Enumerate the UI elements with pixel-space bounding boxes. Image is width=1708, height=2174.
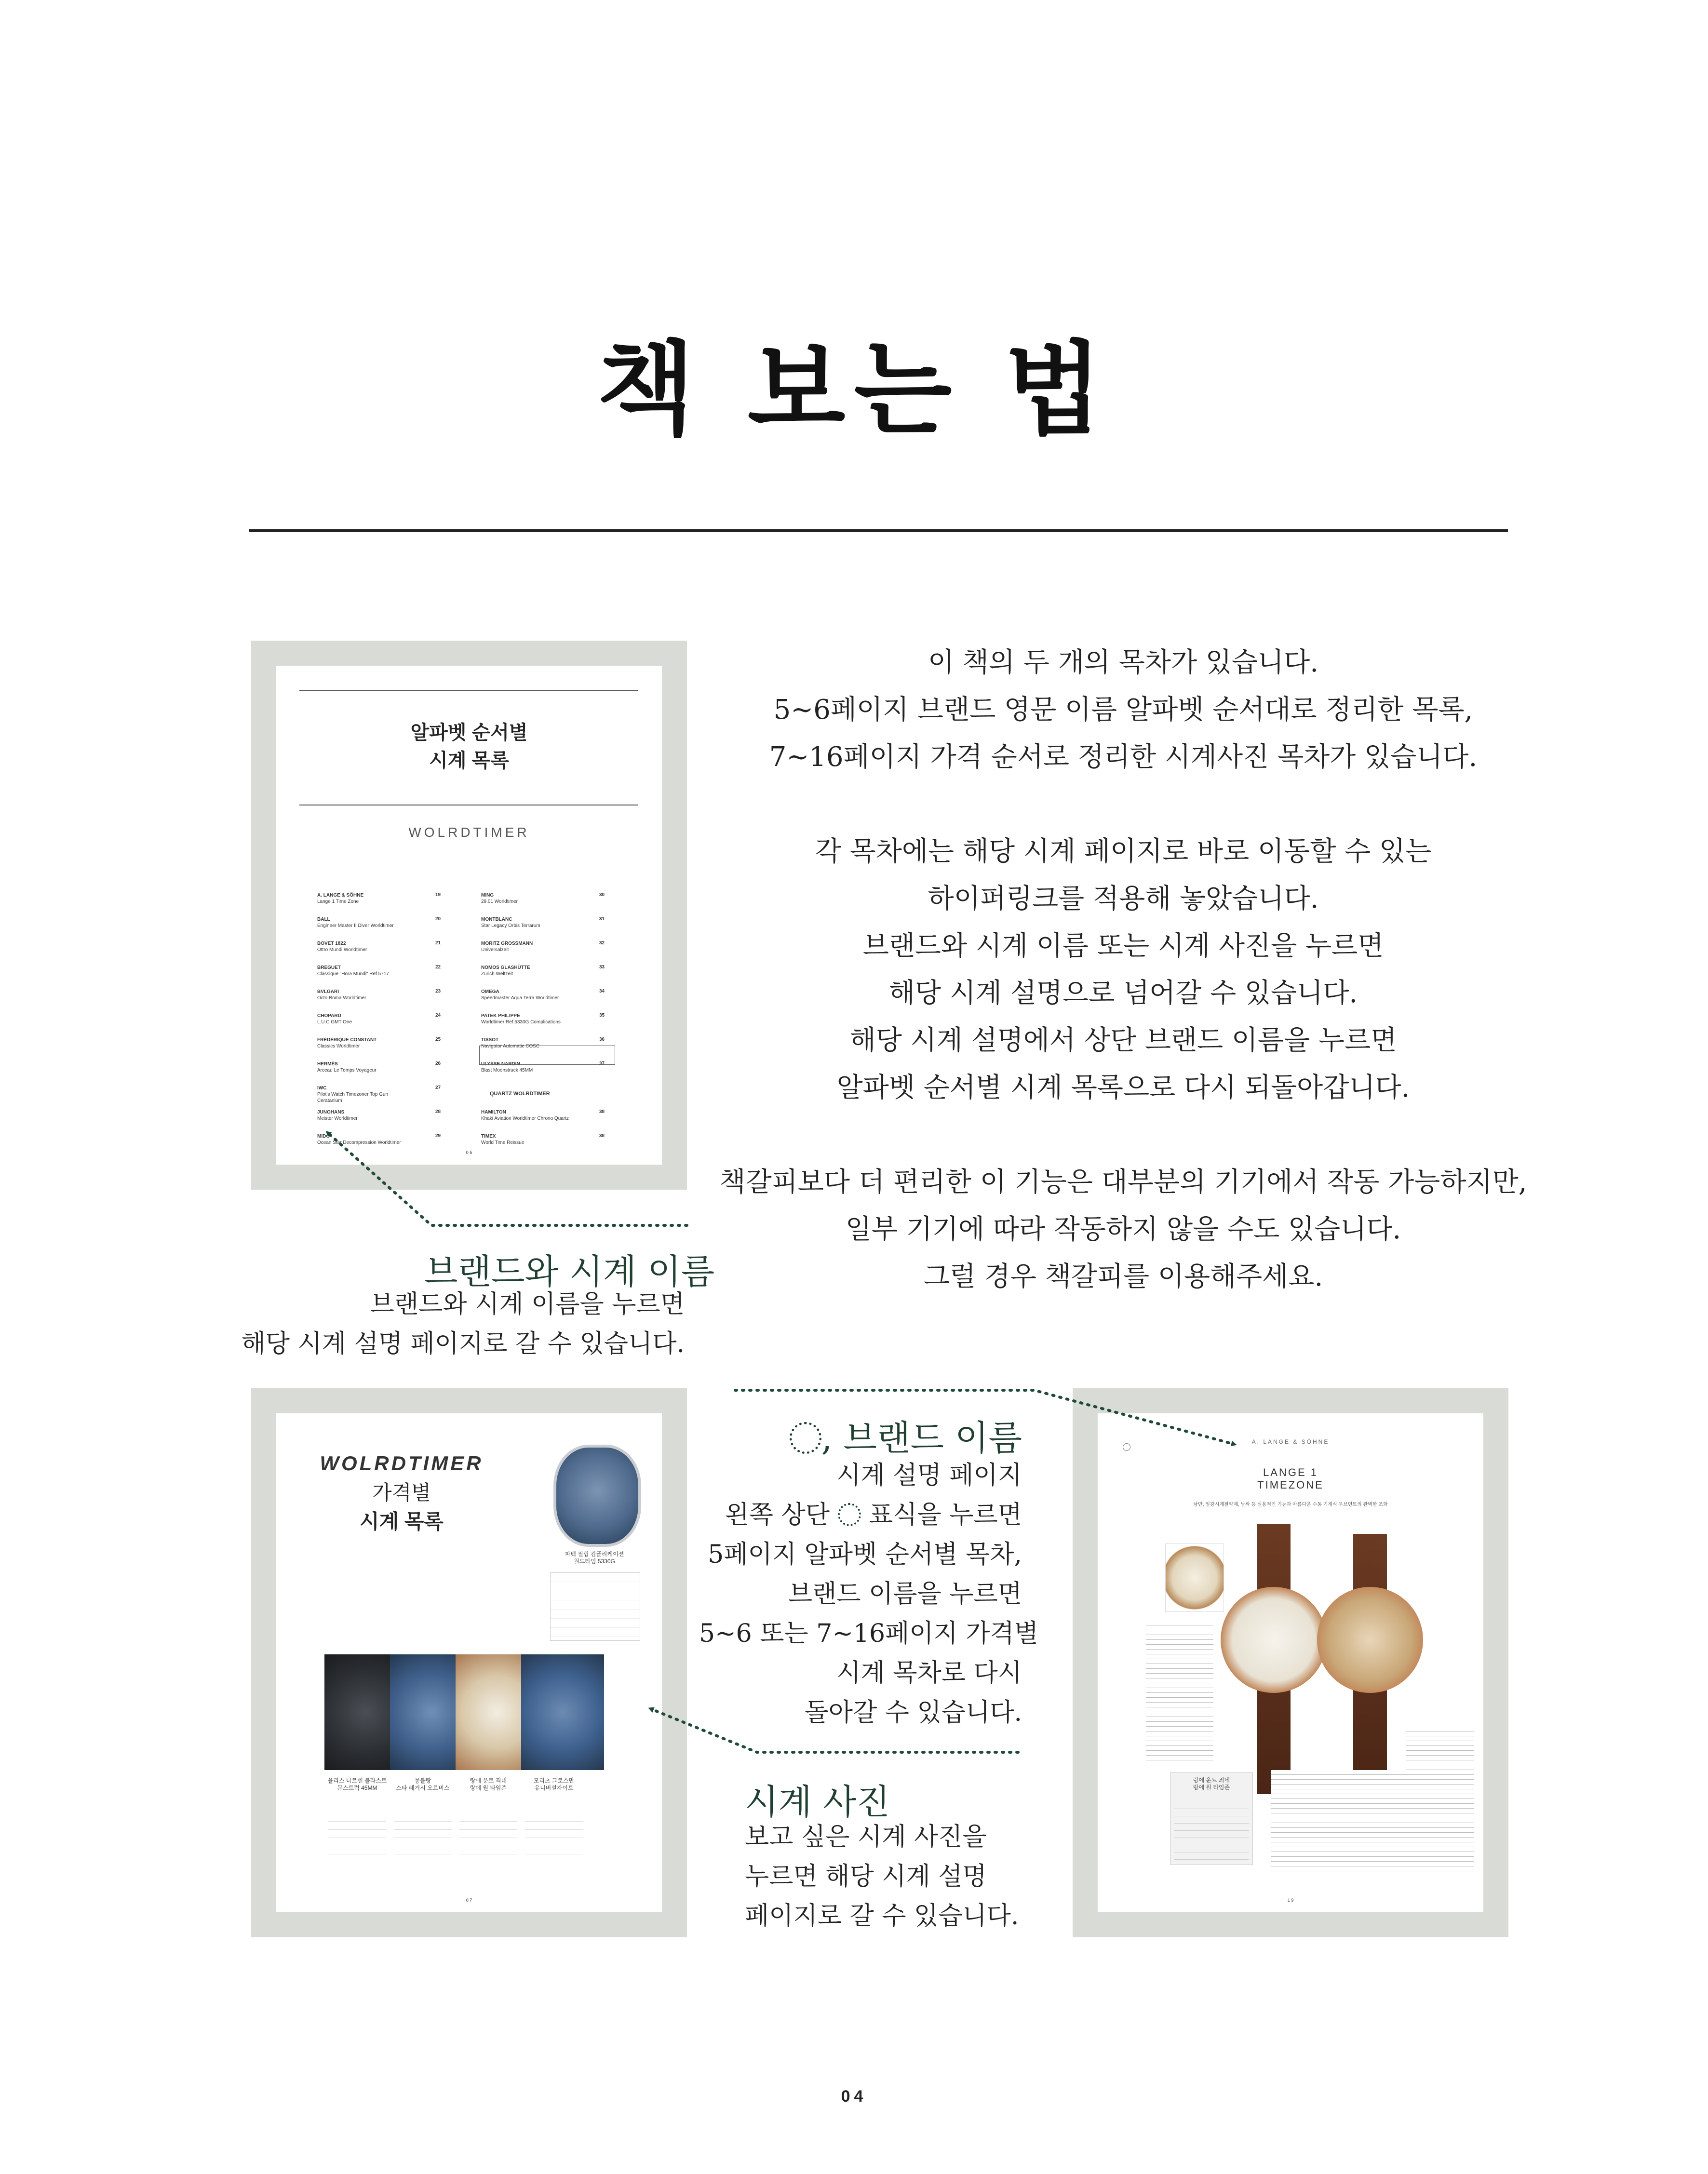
toc-brand[interactable]: IWC: [317, 1086, 327, 1091]
caption-line-part: 표식을 누르면: [861, 1501, 1022, 1530]
toc-page-number: 27: [435, 1085, 441, 1090]
intro-line: 5~6페이지 브랜드 영문 이름 알파벳 순서대로 정리한 목록,: [773, 694, 1473, 725]
watch-card-name-line[interactable]: 율리스 나르덴 블라스트: [327, 1777, 387, 1784]
caption-line: 5~6 또는 7~16페이지 가격별: [699, 1619, 1039, 1648]
toc-brand[interactable]: BREGUET: [317, 965, 341, 970]
watch-card-name-line[interactable]: 스타 레거시 오르비스: [396, 1785, 450, 1791]
toc-page-number: 38: [599, 1109, 605, 1114]
toc-page-number: 29: [435, 1133, 441, 1139]
toc-brand[interactable]: HERMÈS: [317, 1061, 338, 1067]
detail-brand-link[interactable]: A. LANGE & SÖHNE: [1251, 1438, 1330, 1445]
toc-brand[interactable]: PATEK PHILIPPE: [481, 1013, 520, 1019]
toc-brand[interactable]: JUNGHANS: [317, 1110, 345, 1115]
toc-model[interactable]: Ocean Star Decompression Worldtimer: [317, 1140, 401, 1145]
alpha-toc-section: WOLRDTIMER: [408, 825, 530, 840]
arrow-brand-watch: [328, 1133, 687, 1225]
toc-brand[interactable]: BVLGARI: [317, 989, 339, 994]
toc-brand[interactable]: TIMEX: [481, 1134, 496, 1139]
watch-card-name-line[interactable]: 유니버설자이트: [534, 1785, 574, 1791]
intro-line: 각 목차에는 해당 시계 페이지로 바로 이동할 수 있는: [815, 836, 1432, 867]
caption-line: 5페이지 알파벳 순서별 목차,: [708, 1540, 1022, 1569]
toc-page-number: 23: [435, 989, 441, 994]
detail-page-number: 1 9: [1287, 1898, 1294, 1903]
toc-page-number: 37: [599, 1061, 605, 1066]
toc-page-number: 30: [599, 892, 605, 898]
caption-line: 브랜드 이름을 누르면: [788, 1580, 1022, 1609]
toc-brand[interactable]: FRÉDÉRIQUE CONSTANT: [317, 1037, 377, 1043]
intro-line: 해당 시계 설명에서 상단 브랜드 이름을 누르면: [849, 1025, 1397, 1056]
toc-model[interactable]: Star Legacy Orbis Terrarum: [481, 923, 540, 928]
toc-model[interactable]: Classique "Hora Mundi" Ref.5717: [317, 971, 389, 977]
caption-line: 시계 설명 페이지: [836, 1461, 1022, 1490]
toc-brand[interactable]: NOMOS GLASHÜTTE: [481, 965, 530, 970]
intro-line: 책갈피보다 더 편리한 이 기능은 대부분의 기기에서 작동 가능하지만,: [719, 1167, 1527, 1198]
toc-page-number: 20: [435, 916, 441, 922]
toc-brand[interactable]: A. LANGE & SÖHNE: [317, 893, 364, 898]
toc-brand[interactable]: TISSOT: [481, 1037, 499, 1043]
toc-model[interactable]: Classics Worldtimer: [317, 1044, 360, 1049]
toc-model[interactable]: Navigator Automatic COSC: [481, 1044, 540, 1049]
caption-line: 보고 싶은 시계 사진을: [745, 1823, 987, 1852]
page-title: 책 보는 법: [597, 331, 1111, 449]
toc-model[interactable]: Zürich Weltzeit: [481, 971, 513, 977]
caption-line: 브랜드와 시계 이름을 누르면: [370, 1290, 685, 1319]
toc-model[interactable]: L.U.C GMT One: [317, 1020, 352, 1025]
toc-model[interactable]: Meister Worldtimer: [317, 1116, 358, 1121]
toc-model[interactable]: Lange 1 Time Zone: [317, 899, 359, 904]
toc-brand[interactable]: MONTBLANC: [481, 917, 512, 922]
toc-page-number: 32: [599, 940, 605, 946]
watch-card-name-line[interactable]: 몽블랑: [414, 1777, 431, 1784]
intro-line: 하이퍼링크를 적용해 놓았습니다.: [928, 883, 1319, 914]
toc-page-number: 38: [599, 1133, 605, 1139]
toc-page-number: 35: [599, 1013, 605, 1018]
toc-page-number: 21: [435, 940, 441, 946]
toc-model[interactable]: 29.01 Worldtimer: [481, 899, 518, 904]
arrow-brand-name: [735, 1390, 1234, 1444]
intro-line: 7~16페이지 가격 순서로 정리한 시계사진 목차가 있습니다.: [769, 741, 1478, 773]
arrow-watch-photo: [651, 1709, 1018, 1752]
caption-line: 돌아갈 수 있습니다.: [804, 1698, 1022, 1727]
watch-photo-caption-heading: 시계 사진: [745, 1782, 890, 1822]
brand-watch-caption-heading: 브랜드와 시계 이름: [424, 1251, 715, 1292]
watch-card-name-line[interactable]: 모리츠 그로스만: [533, 1777, 575, 1784]
detail-model-2: TIMEZONE: [1257, 1479, 1324, 1491]
toc-page-number: 19: [435, 892, 441, 898]
toc-brand[interactable]: MIDO: [317, 1134, 330, 1139]
toc-page-number: 36: [599, 1037, 605, 1042]
toc-model[interactable]: Khaki Aviation Worldtimer Chrono Quartz: [481, 1116, 569, 1121]
detail-card-name-2: 랑에 원 타임존: [1193, 1784, 1230, 1791]
price-toc-page-number: 0 7: [466, 1898, 472, 1903]
toc-model[interactable]: Arceau Le Temps Voyageur: [317, 1068, 377, 1073]
intro-line: 이 책의 두 개의 목차가 있습니다.: [928, 647, 1319, 678]
toc-brand[interactable]: ULYSSE NARDIN: [481, 1061, 520, 1067]
featured-watch-name-2[interactable]: 월드타임 5330G: [574, 1558, 615, 1565]
toc-model[interactable]: Blast Moonstruck 45MM: [481, 1068, 533, 1073]
alpha-toc-title-1: 알파벳 순서별: [410, 722, 528, 743]
toc-model[interactable]: Universalzeit: [481, 947, 509, 953]
toc-brand[interactable]: BOVET 1822: [317, 941, 346, 946]
alpha-toc-title-2: 시계 목록: [429, 750, 509, 771]
alpha-toc-page-number: 0 5: [466, 1150, 472, 1155]
intro-line: 알파벳 순서별 시계 목록으로 다시 되돌아갑니다.: [836, 1072, 1410, 1103]
toc-page-number: 25: [435, 1037, 441, 1042]
toc-model[interactable]: Engineer Master II Diver Worldtimer: [317, 923, 394, 928]
watch-card-name-line[interactable]: 랑에 원 타임존: [470, 1785, 507, 1791]
caption-line-part: 왼쪽 상단: [725, 1501, 830, 1530]
caption-line: 페이지로 갈 수 있습니다.: [745, 1902, 1019, 1931]
toc-model[interactable]: Speedmaster Aqua Terra Worldtimer: [481, 995, 559, 1001]
toc-page-number: 31: [599, 916, 605, 922]
intro-line: 브랜드와 시계 이름 또는 시계 사진을 누르면: [862, 930, 1384, 962]
featured-watch-name-1[interactable]: 파텍 필립 컴플리케이션: [565, 1551, 624, 1557]
intro-line: 해당 시계 설명으로 넘어갈 수 있습니다.: [888, 978, 1358, 1009]
toc-brand[interactable]: CHOPARD: [317, 1013, 341, 1019]
toc-brand[interactable]: OMEGA: [481, 989, 499, 994]
toc-brand[interactable]: HAMILTON: [481, 1110, 506, 1115]
toc-model[interactable]: World Time Reissue: [481, 1140, 525, 1145]
detail-card-name-1: 랑에 운트 죄네: [1193, 1777, 1230, 1784]
price-toc-section: WOLRDTIMER: [320, 1452, 484, 1475]
page-number: 04: [841, 2087, 867, 2106]
toc-page-number: 28: [435, 1109, 441, 1114]
toc-page-number: 34: [599, 989, 605, 994]
toc-brand[interactable]: MING: [481, 893, 494, 898]
caption-line: 누르면 해당 시계 설명: [745, 1862, 987, 1891]
toc-model[interactable]: Octo Roma Worldtimer: [317, 995, 366, 1001]
intro-line: 일부 기기에 따라 작동하지 않을 수도 있습니다.: [845, 1214, 1401, 1245]
caption-line: 해당 시계 설명 페이지로 갈 수 있습니다.: [241, 1329, 685, 1358]
detail-subtitle: 남반, 일광시계절약제, 날짜 등 실용적인 기능과 아름다운 수동 기계식 무브먼트의 완벽한 조화: [1193, 1502, 1388, 1507]
toc-page-number: 24: [435, 1013, 441, 1018]
toc-model[interactable]: Ottro Mundi Worldtimer: [317, 947, 367, 953]
toc-page-number: 26: [435, 1061, 441, 1066]
caption-line: 시계 목차로 다시: [836, 1659, 1022, 1688]
intro-line: 그럴 경우 책갈피를 이용해주세요.: [923, 1261, 1323, 1292]
toc-brand[interactable]: BALL: [317, 917, 330, 922]
toc-page-number: 22: [435, 965, 441, 970]
watch-card-name-line[interactable]: 문스트럭 45MM: [337, 1785, 377, 1791]
price-toc-title-2: 시계 목록: [360, 1510, 444, 1533]
toc-model[interactable]: Pilot's Watch Timezoner Top Gun Ceratanium: [317, 1092, 388, 1103]
toc-model[interactable]: Worldtimer Ref.5330G Complications: [481, 1020, 561, 1025]
toc-brand[interactable]: QUARTZ WOLRDTIMER: [490, 1091, 550, 1097]
brand-name-caption-heading-text: , 브랜드 이름: [821, 1418, 1022, 1458]
watch-card-name-line[interactable]: 랑에 운트 죄네: [470, 1777, 507, 1784]
toc-page-number: 33: [599, 965, 605, 970]
toc-brand[interactable]: MORITZ GROSSMANN: [481, 941, 533, 946]
price-toc-title-1: 가격별: [372, 1481, 431, 1504]
detail-model-1: LANGE 1: [1263, 1466, 1318, 1478]
